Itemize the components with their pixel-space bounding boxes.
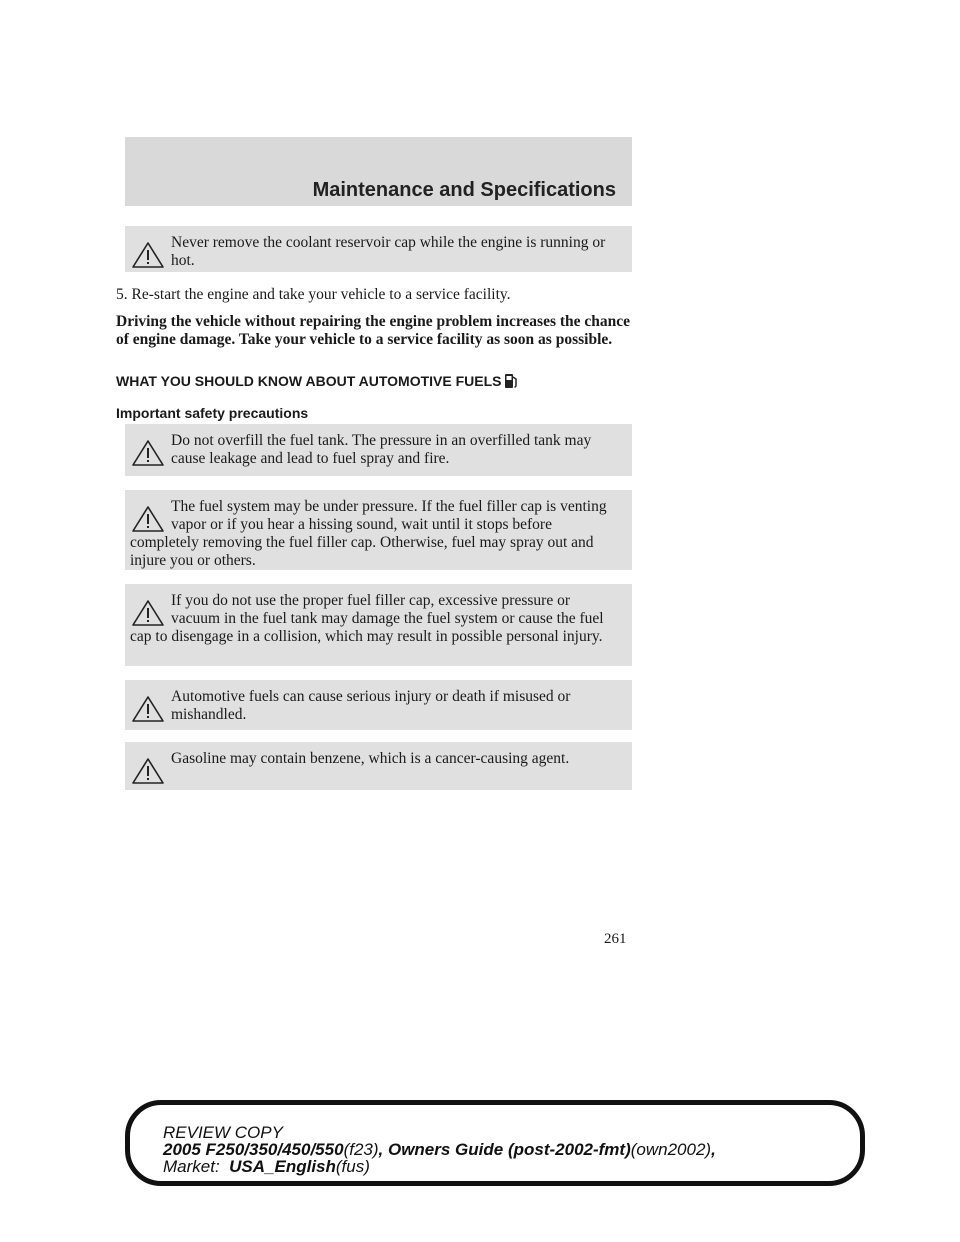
guide-code: (own2002) <box>630 1140 712 1159</box>
page-number: 261 <box>604 931 627 947</box>
warning-box <box>125 424 632 476</box>
warning-box <box>125 490 632 570</box>
comma: , <box>711 1140 716 1159</box>
warning-triangle-icon <box>130 756 166 786</box>
section-title <box>116 370 518 390</box>
warning-triangle-icon <box>130 504 166 534</box>
warning-box <box>125 680 632 730</box>
model-code: (f23) <box>343 1140 379 1159</box>
review-copy-market-line <box>163 1158 716 1175</box>
review-copy-label: REVIEW COPY <box>163 1123 283 1142</box>
model-name: 2005 F250/350/450/550 <box>163 1140 344 1159</box>
step-5-text: 5. Re-start the engine and take your vehicle to a service facility. <box>116 286 511 303</box>
warning-text: Do not overfill the fuel tank. The pressure in an overfilled tank may cause leakage and lead to fuel spray and fire. <box>171 432 592 467</box>
warning-triangle-icon <box>130 438 166 468</box>
market-label: Market: <box>163 1157 220 1176</box>
warning-text: Never remove the coolant reservoir cap while the engine is running or hot. <box>171 234 606 269</box>
warning-box <box>125 226 632 272</box>
review-copy-text <box>163 1124 716 1175</box>
section-title-text: WHAT YOU SHOULD KNOW ABOUT AUTOMOTIVE FUELS <box>116 373 502 389</box>
warning-triangle-icon <box>130 694 166 724</box>
warning-triangle-icon <box>130 240 166 270</box>
warning-text: Gasoline may contain benzene, which is a cancer-causing agent. <box>171 750 570 767</box>
review-copy-model-line <box>163 1141 716 1158</box>
warning-text: Automotive fuels can cause serious injury or death if misused or mishandled. <box>171 688 571 723</box>
guide-name: , Owners Guide (post-2002-fmt) <box>378 1140 631 1159</box>
engine-damage-note: Driving the vehicle without repairing the engine problem increases the chance of engine damage. Take your vehicle to a service facility as soon as possible. <box>116 313 631 348</box>
warning-box <box>125 742 632 790</box>
market-code: (fus) <box>335 1157 370 1176</box>
subsection-title: Important safety precautions <box>116 405 309 421</box>
section-header-band <box>125 137 632 206</box>
section-header-title: Maintenance and Specifications <box>312 179 616 201</box>
warning-box <box>125 584 632 666</box>
warning-triangle-icon <box>130 598 166 628</box>
warning-text: The fuel system may be under pressure. If the fuel filler cap is venting vapor or if you hear a hissing sound, wait until it stops before completely removing the fuel filler cap. Otherwise, fuel may spray out and injure you or others. <box>130 498 607 569</box>
market-value: USA_English <box>229 1157 336 1176</box>
fuel-pump-icon <box>504 370 518 390</box>
warning-text: If you do not use the proper fuel filler cap, excessive pressure or vacuum in the fuel tank may damage the fuel system or cause the fuel cap to disengage in a collision, which may result in possible personal injury. <box>130 592 604 645</box>
